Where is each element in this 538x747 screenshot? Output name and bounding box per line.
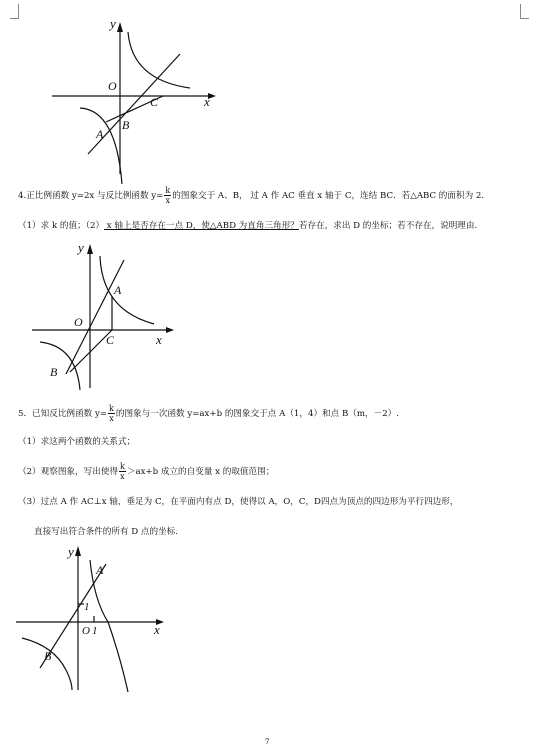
fig2-label-y: y: [78, 240, 84, 255]
q5-line-3: [18, 462, 274, 481]
figure-1: [40, 14, 230, 184]
q4-line-1: [18, 186, 490, 205]
y-axis-arrow: [87, 244, 93, 254]
fig1-label-a: A: [96, 127, 104, 141]
q5-frac1-num: k: [109, 404, 114, 413]
q4-line1-post: 的图象交于 A、B， 过 A 作 AC 垂直 x 轴于 C，连结 BC．若△ABC 的面积为 2．: [172, 191, 490, 201]
fig1-label-b: B: [122, 118, 130, 132]
fig1-label-x: x: [204, 94, 210, 109]
q4-line2-part3: 若存在，求出 D 的坐标；若不存在，说明理由.: [298, 221, 478, 231]
fig3-label-x: x: [154, 622, 160, 637]
q5-frac2-num: k: [120, 462, 125, 471]
fig3-label-y: y: [68, 544, 74, 559]
fig2-label-x: x: [156, 332, 162, 347]
q4-line2-part2: x 轴上是否存在一点 D，使△ABD 为直角三角形？: [104, 221, 299, 231]
q5-line-4: （3）过点 A 作 AC⊥x 轴，垂足为 C，在平面内有点 D，使得以 A，O，C，D四点为顶点的四边形为平行四边形，: [18, 497, 459, 507]
q5-line-5: 直接写出符合条件的所有 D 点的坐标.: [34, 527, 178, 537]
q5-line-2: （1）求这两个函数的关系式；: [18, 437, 136, 447]
fig3-label-b: B: [44, 649, 52, 663]
fig2-label-b: B: [50, 365, 58, 379]
q5-fraction-2: [119, 462, 126, 481]
q5-line1-post: 的图象与一次函数 y=ax+b 的图象交于点 A（1，4）和点 B（m，－2）.: [115, 409, 399, 419]
q5-fraction-1: [108, 404, 115, 423]
q5-line3-post: ＞ax+b 成立的自变量 x 的取值范围；: [126, 467, 275, 477]
hyperbola-branch-upper: [128, 32, 190, 88]
fig1-label-y: y: [110, 16, 116, 31]
q4-line2-part1: （1）求 k 的值；（2）: [18, 221, 105, 231]
corner-mark-right: [520, 4, 529, 19]
q5-line3-pre: （2）观察图象，写出使得: [18, 467, 118, 477]
q4-frac-den: x: [165, 196, 171, 205]
q5-line1-pre: 5．已知反比例函数 y=: [18, 409, 108, 419]
fig3-label-o: O: [82, 625, 90, 637]
fig3-label-one-y: 1: [84, 601, 90, 613]
fig1-label-o: O: [108, 79, 117, 93]
y-axis-arrow: [117, 22, 123, 32]
fig3-label-one-x: 1: [92, 625, 98, 637]
x-axis-arrow: [166, 327, 174, 333]
q4-fraction: [164, 186, 171, 205]
q5-frac1-den: x: [109, 414, 114, 423]
q5-frac2-den: x: [120, 472, 125, 481]
fig1-label-c: C: [150, 95, 159, 109]
hyperbola-branch-lower: [22, 638, 72, 690]
fig2-label-o: O: [74, 315, 83, 329]
fig3-label-a: A: [96, 563, 104, 577]
fig2-label-c: C: [106, 333, 115, 347]
page-number: 7: [265, 738, 270, 746]
q4-line-2: [18, 220, 477, 232]
corner-mark-left: [10, 4, 19, 19]
hyperbola-branch-lower: [80, 108, 122, 184]
figure-2: [20, 238, 180, 394]
q4-frac-num: k: [165, 186, 171, 195]
q5-line-1: [18, 404, 399, 423]
q4-line1-pre: 4.正比例函数 y=2x 与反比例函数 y=: [18, 191, 164, 201]
fig2-label-a: A: [114, 283, 122, 297]
hyperbola-branch-lower: [40, 342, 80, 390]
figure-3: [10, 540, 170, 696]
y-axis-arrow: [75, 546, 81, 556]
